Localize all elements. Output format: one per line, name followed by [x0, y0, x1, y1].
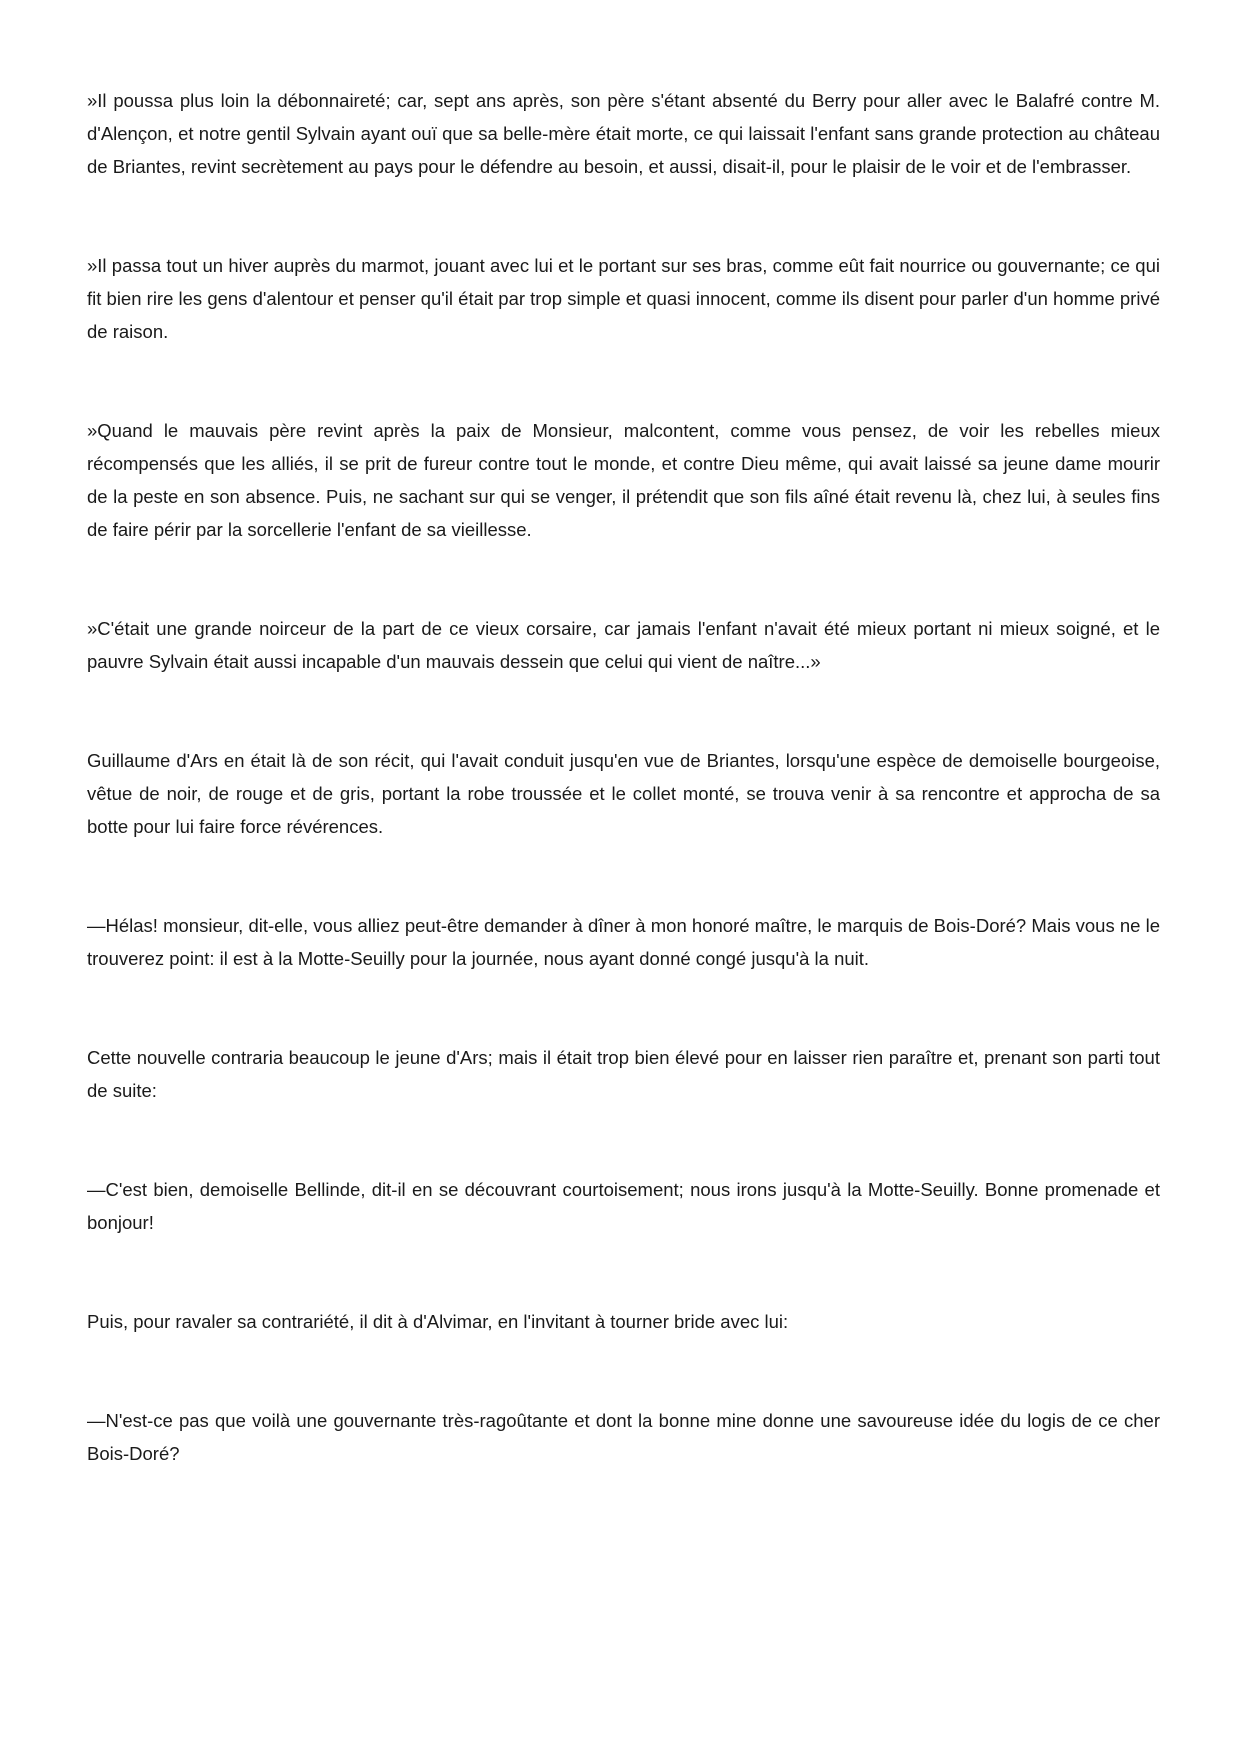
- paragraph-3: »Quand le mauvais père revint après la paix de Monsieur, malcontent, comme vous pensez, de voir les rebelles mieux récompensés que les alliés, il se prit de fureur contre tout le monde, et contre Dieu même, qui avait laissé sa jeune dame mourir de la peste en son absence. Puis, ne sachant sur qui se venger, il prétendit que son fils aîné était revenu là, chez lui, à seules fins de faire périr par la sorcellerie l'enfant de sa vieillesse.: [87, 420, 1160, 540]
- paragraph-4: »C'était une grande noirceur de la part de ce vieux corsaire, car jamais l'enfant n'avait été mieux portant ni mieux soigné, et le pauvre Sylvain était aussi incapable d'un mauvais dessein que celui qui vient de naître...»: [87, 618, 1160, 672]
- paragraph-8: —C'est bien, demoiselle Bellinde, dit-il en se découvrant courtoisement; nous irons jusqu'à la Motte-Seuilly. Bonne promenade et bonjour!: [87, 1179, 1160, 1233]
- paragraph-2: »Il passa tout un hiver auprès du marmot, jouant avec lui et le portant sur ses bras, comme eût fait nourrice ou gouvernante; ce qui fit bien rire les gens d'alentour et penser qu'il était par trop simple et quasi innocent, comme ils disent pour parler d'un homme privé de raison.: [87, 255, 1160, 342]
- paragraph-10: —N'est-ce pas que voilà une gouvernante très-ragoûtante et dont la bonne mine donne une savoureuse idée du logis de ce cher Bois-Doré?: [87, 1410, 1160, 1464]
- paragraph-7: Cette nouvelle contraria beaucoup le jeune d'Ars; mais il était trop bien élevé pour en laisser rien paraître et, prenant son parti tout de suite:: [87, 1047, 1160, 1101]
- document-page: [87, 84, 1160, 1536]
- paragraph-6: —Hélas! monsieur, dit-elle, vous alliez peut-être demander à dîner à mon honoré maître, le marquis de Bois-Doré? Mais vous ne le trouverez point: il est à la Motte-Seuilly pour la journée, nous ayant donné congé jusqu'à la nuit.: [87, 915, 1160, 969]
- paragraph-5: Guillaume d'Ars en était là de son récit, qui l'avait conduit jusqu'en vue de Briantes, lorsqu'une espèce de demoiselle bourgeoise, vêtue de noir, de rouge et de gris, portant la robe troussée et le collet monté, se trouva venir à sa rencontre et approcha de sa botte pour lui faire force révérences.: [87, 750, 1160, 837]
- paragraph-9: Puis, pour ravaler sa contrariété, il dit à d'Alvimar, en l'invitant à tourner bride avec lui:: [87, 1311, 789, 1332]
- paragraph-1: »Il poussa plus loin la débonnaireté; car, sept ans après, son père s'étant absenté du Berry pour aller avec le Balafré contre M. d'Alençon, et notre gentil Sylvain ayant ouï que sa belle-mère était morte, ce qui laissait l'enfant sans grande protection au château de Briantes, revint secrètement au pays pour le défendre au besoin, et aussi, disait-il, pour le plaisir de le voir et de l'embrasser.: [87, 90, 1160, 177]
